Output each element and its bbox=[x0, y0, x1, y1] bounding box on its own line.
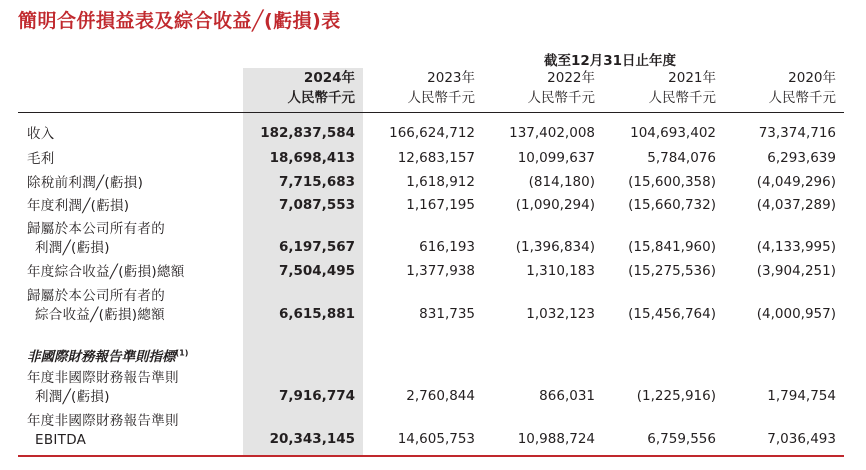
row-label-line: 年度非國際財務報告準則 bbox=[27, 413, 179, 429]
table-cell: 1,032,123 bbox=[526, 306, 595, 322]
table-cell: (15,600,358) bbox=[628, 174, 716, 190]
row-label bbox=[27, 287, 165, 325]
table-cell: (1,090,294) bbox=[515, 197, 595, 213]
table-cell: 1,167,195 bbox=[406, 197, 475, 213]
column-year: 2021年 bbox=[668, 70, 716, 86]
table-cell: 104,693,402 bbox=[630, 125, 716, 141]
column-header-1 bbox=[359, 68, 475, 108]
row-label bbox=[27, 174, 143, 193]
column-header-4 bbox=[720, 68, 836, 108]
table-cell: 5,784,076 bbox=[647, 150, 716, 166]
row-label-line: 年度利潤╱(虧損) bbox=[27, 198, 130, 214]
row-label-line: 歸屬於本公司所有者的 bbox=[27, 288, 165, 304]
row-label bbox=[27, 263, 185, 282]
column-header-3 bbox=[600, 68, 716, 108]
column-unit: 人民幣千元 bbox=[768, 90, 836, 106]
column-unit: 人民幣千元 bbox=[287, 90, 355, 106]
period-header: 截至12月31日止年度 bbox=[543, 53, 677, 69]
row-label-line: 利潤╱(虧損) bbox=[35, 240, 110, 256]
table-cell: 10,988,724 bbox=[517, 431, 595, 447]
table-cell: 18,698,413 bbox=[269, 150, 355, 166]
row-label-line: 年度綜合收益╱(虧損)總額 bbox=[27, 264, 185, 280]
table-cell: 10,099,637 bbox=[517, 150, 595, 166]
table-cell: 137,402,008 bbox=[509, 125, 595, 141]
row-label-line: 收入 bbox=[27, 126, 55, 142]
column-year: 2023年 bbox=[427, 70, 475, 86]
table-cell: 1,618,912 bbox=[406, 174, 475, 190]
row-label-line: 除稅前利潤╱(虧損) bbox=[27, 175, 144, 191]
table-cell: (3,904,251) bbox=[756, 263, 836, 279]
row-label bbox=[27, 220, 165, 258]
column-year: 2022年 bbox=[547, 70, 595, 86]
row-label-line: 年度非國際財務報告準則 bbox=[27, 370, 179, 386]
row-label bbox=[27, 197, 129, 216]
column-year: 2024年 bbox=[303, 70, 355, 86]
table-bottom-rule bbox=[18, 455, 844, 457]
row-label-line: 毛利 bbox=[27, 151, 55, 167]
table-cell: 6,615,881 bbox=[278, 306, 355, 322]
table-cell: 616,193 bbox=[419, 239, 475, 255]
column-unit: 人民幣千元 bbox=[407, 90, 475, 106]
table-cell: (4,049,296) bbox=[756, 174, 836, 190]
table-cell: 7,916,774 bbox=[278, 388, 355, 404]
row-label bbox=[27, 412, 179, 450]
table-cell: 831,735 bbox=[419, 306, 475, 322]
table-cell: 182,837,584 bbox=[260, 125, 355, 141]
table-cell: 1,377,938 bbox=[406, 263, 475, 279]
table-cell: (15,841,960) bbox=[628, 239, 716, 255]
table-cell: (1,396,834) bbox=[515, 239, 595, 255]
table-cell: 7,087,553 bbox=[278, 197, 355, 213]
column-header-2 bbox=[479, 68, 595, 108]
table-cell: (814,180) bbox=[528, 174, 595, 190]
page-title: 簡明合併損益表及綜合收益╱(虧損)表 bbox=[18, 10, 341, 32]
row-label-line: EBITDA bbox=[35, 432, 87, 448]
row-label-line: 歸屬於本公司所有者的 bbox=[27, 221, 165, 237]
table-cell: 7,504,495 bbox=[278, 263, 355, 279]
table-cell: (4,133,995) bbox=[756, 239, 836, 255]
table-cell: 1,310,183 bbox=[526, 263, 595, 279]
row-label-line: 利潤╱(虧損) bbox=[35, 389, 110, 405]
table-cell: 7,036,493 bbox=[767, 431, 836, 447]
table-cell: 7,715,683 bbox=[278, 174, 355, 190]
table-cell: (15,275,536) bbox=[628, 263, 716, 279]
table-cell: 6,197,567 bbox=[278, 239, 355, 255]
table-cell: (4,000,957) bbox=[756, 306, 836, 322]
table-cell: 20,343,145 bbox=[269, 431, 355, 447]
table-cell: 866,031 bbox=[539, 388, 595, 404]
table-cell: 73,374,716 bbox=[758, 125, 836, 141]
section-footnote: (1) bbox=[175, 348, 189, 358]
table-cell: 1,794,754 bbox=[767, 388, 836, 404]
section-title bbox=[27, 345, 188, 365]
column-unit: 人民幣千元 bbox=[648, 90, 716, 106]
section-title-text: 非國際財務報告準則指標 bbox=[27, 349, 176, 365]
table-cell: 12,683,157 bbox=[397, 150, 475, 166]
table-cell: (4,037,289) bbox=[756, 197, 836, 213]
column-header-0 bbox=[239, 68, 355, 108]
row-label bbox=[27, 150, 55, 169]
row-label bbox=[27, 369, 179, 407]
table-cell: (1,225,916) bbox=[636, 388, 716, 404]
table-cell: 2,760,844 bbox=[406, 388, 475, 404]
table-cell: 6,293,639 bbox=[767, 150, 836, 166]
column-year: 2020年 bbox=[788, 70, 836, 86]
table-cell: 6,759,556 bbox=[647, 431, 716, 447]
table-cell: (15,660,732) bbox=[628, 197, 716, 213]
table-cell: (15,456,764) bbox=[628, 306, 716, 322]
table-cell: 166,624,712 bbox=[389, 125, 475, 141]
table-cell: 14,605,753 bbox=[397, 431, 475, 447]
row-label-line: 綜合收益╱(虧損)總額 bbox=[35, 307, 165, 323]
row-label bbox=[27, 125, 55, 144]
column-unit: 人民幣千元 bbox=[527, 90, 595, 106]
header-divider bbox=[18, 112, 844, 113]
